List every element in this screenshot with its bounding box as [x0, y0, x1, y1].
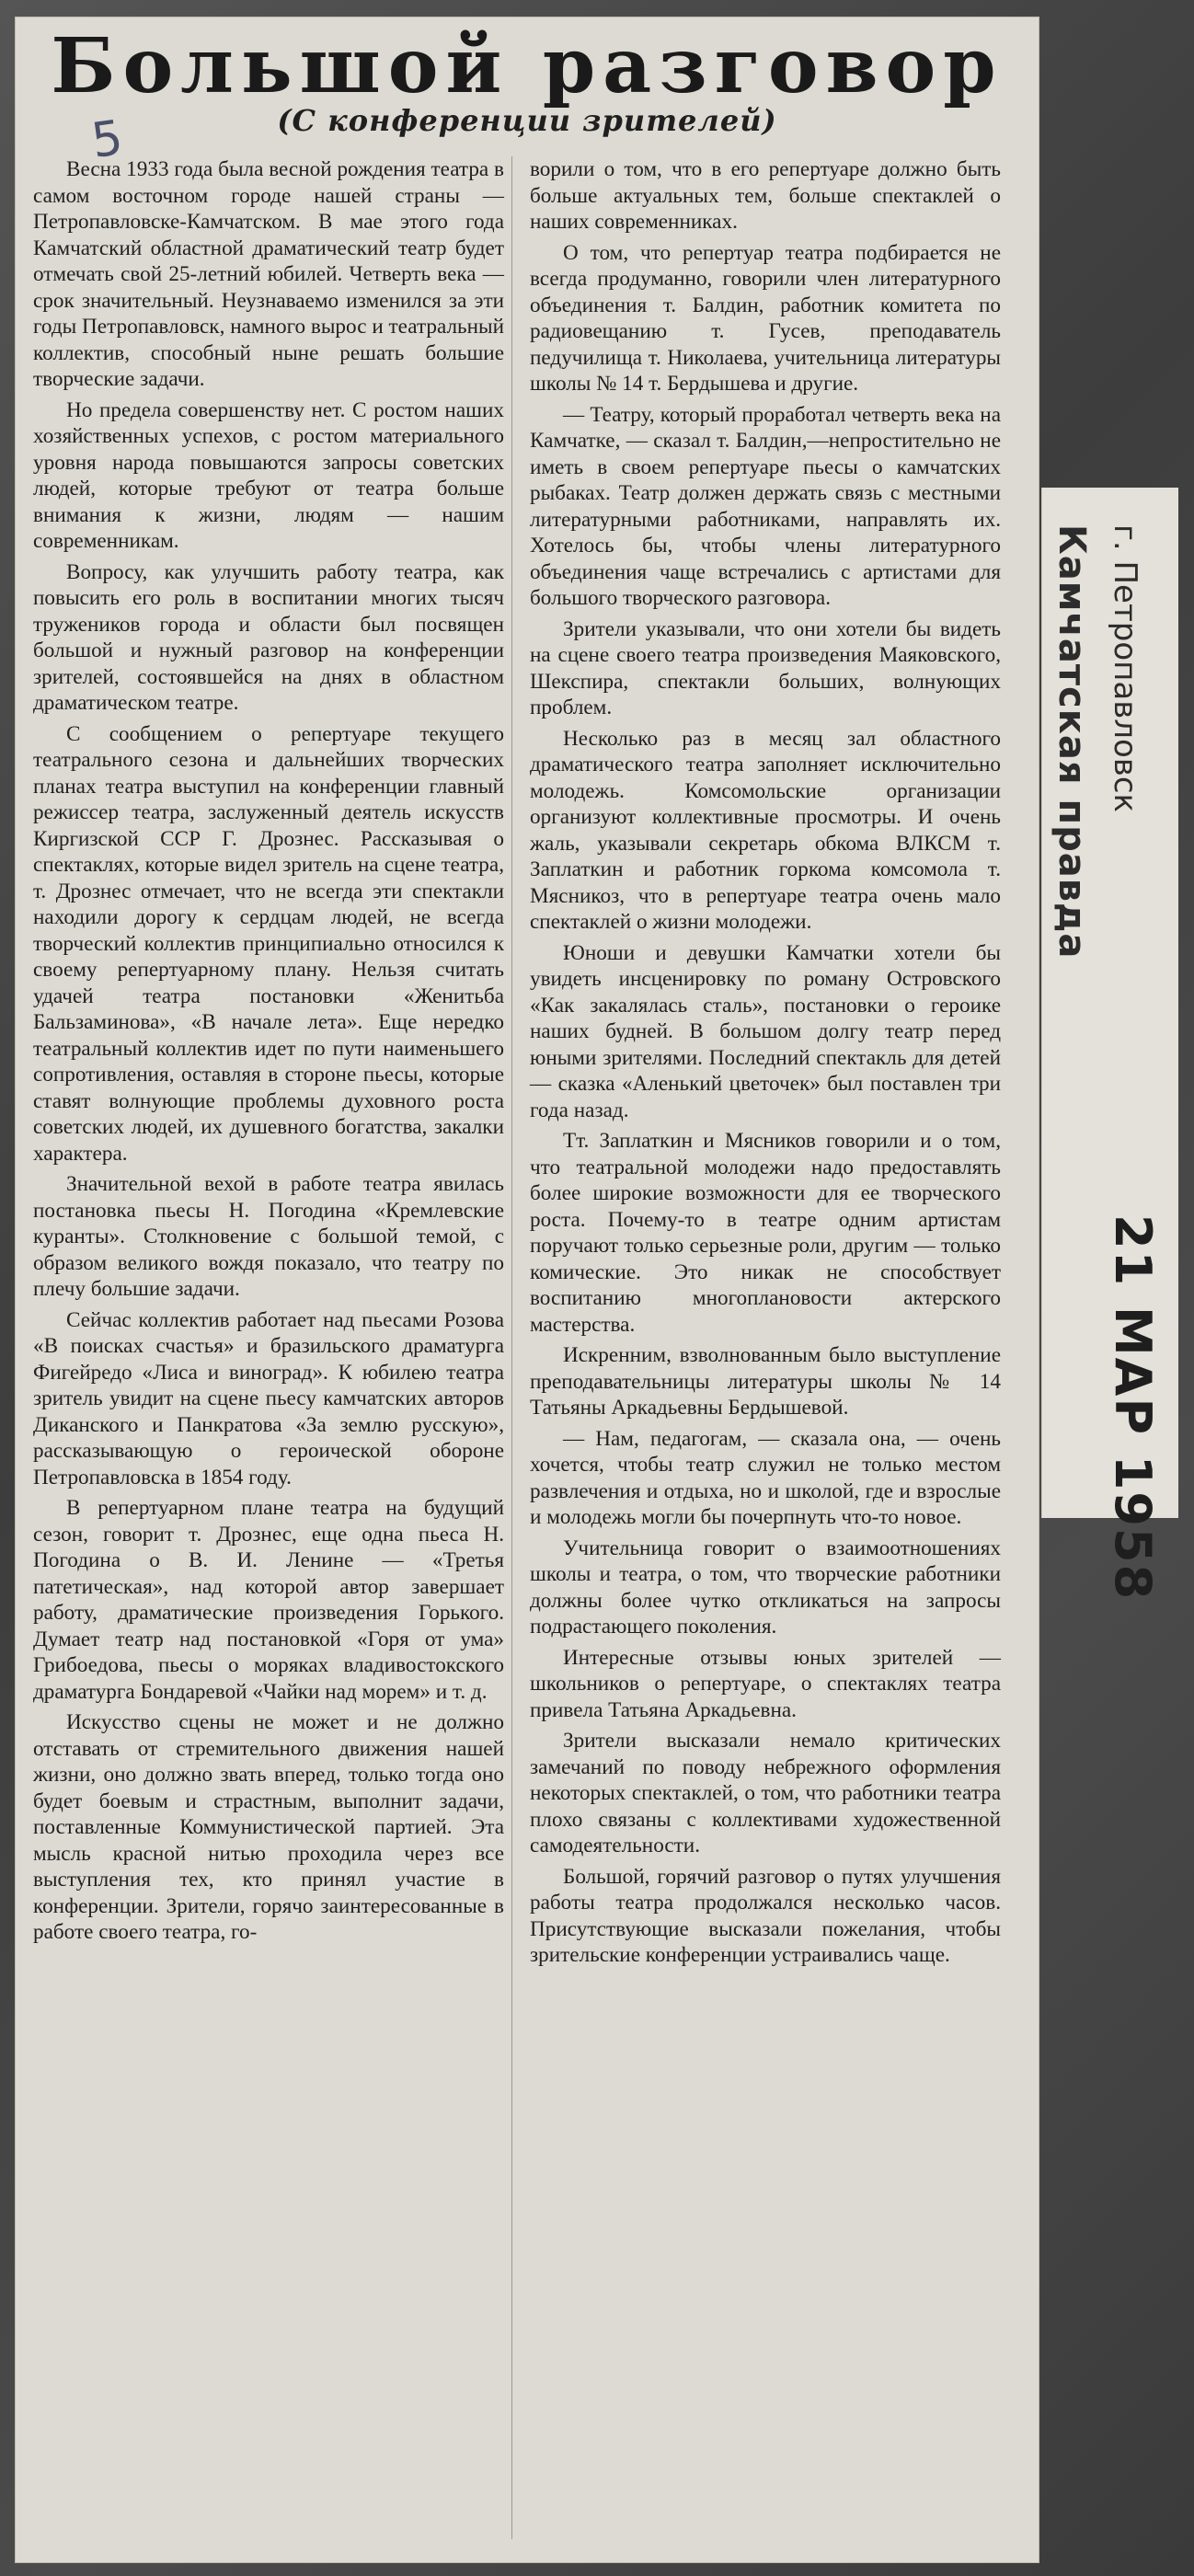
- paragraph: — Театру, который проработал четверть века на Камчатке, — сказал т. Балдин,—непростительно не иметь в своем репертуаре пьесы о камчатских рыбаках. Театр должен держать связь с местными литературными работниками, направлять их. Хотелось бы, чтобы члены литературного объединения чаще встречались с артистами для большого творческого разговора.: [530, 402, 1001, 610]
- stamp-date: 21 МАР 1958: [1104, 1214, 1162, 1602]
- paragraph: В репертуарном плане театра на будущий сезон, говорит т. Дрознес, еще одна пьеса Н. Погодина о В. И. Ленине — «Третья патетическая», над которой автор завершает работу, драматические произведения Горького. Думает театр над постановкой «Горя от ума» Грибоедова, пьесы о моряках владивостокского драматурга Бондаревой «Чайки над морем» и т. д.: [33, 1496, 504, 1704]
- handwritten-number: 5: [87, 109, 127, 170]
- paragraph: Зрители высказали немало критических замечаний по поводу небрежного оформления некоторых спектаклей, о том, что работники театра плохо связаны с коллективами художественной самодеятельности.: [530, 1729, 1001, 1857]
- paragraph: С сообщением о репертуаре текущего театрального сезона и дальнейших творческих планах театра выступил на конференции главный режиссер театра, заслуженный деятель искусств Киргизской ССР Г. Дрознес. Рассказывая о спектаклях, которые видел зритель на сцене театра, т. Дрознес отмечает, что не всегда эти спектакли находили дорогу к сердцам людей, не всегда творческий коллектив принципиально относился к своему репертуарному плану. Нельзя считать удачей театра постановки «Женитьба Бальзаминова», «В начале лета». Еще нередко театральный коллектив идет по пути наименьшего сопротивления, оставляя в стороне пьесы, которые ставят волнующие проблемы духовного роста советских людей, их душевного богатства, закалки характера.: [33, 721, 504, 1166]
- paragraph: Но предела совершенству нет. С ростом наших хозяйственных успехов, с ростом материального уровня народа повышаются запросы советских людей, которые требуют от театра больше внимания к жизни, людям — нашим современникам.: [33, 397, 504, 553]
- article-headline: Большой разговор: [51, 22, 1004, 110]
- paragraph: Значительной вехой в работе театра явилась постановка пьесы Н. Погодина «Кремлевские куранты». Столкновение с большой темой, с образом великого вождя показало, что театру по плечу большие задачи.: [33, 1172, 504, 1301]
- column-divider: [511, 156, 512, 2539]
- paragraph: Интересные отзывы юных зрителей — школьников о репертуаре, о спектаклях театра привела Татьяна Аркадьевна.: [530, 1645, 1001, 1722]
- paragraph: Большой, горячий разговор о путях улучшения работы театра продолжался несколько часов. Присутствующие высказали пожелания, чтобы зрительские конференции устраивались чаще.: [530, 1864, 1001, 1967]
- paragraph: Искренним, взволнованным было выступление преподавательницы литературы школы № 14 Татьяны Аркадьевны Бердышевой.: [530, 1343, 1001, 1420]
- paragraph: — Нам, педагогам, — сказала она, — очень хочется, чтобы театр служил не только местом развлечения и отдыха, но и школой, где и взрослые и молодежь могли бы почерпнуть что-то новое.: [530, 1426, 1001, 1529]
- paragraph: ворили о том, что в его репертуаре должно быть больше актуальных тем, больше спектаклей о наших современниках.: [530, 157, 1001, 234]
- paragraph: Зрители указывали, что они хотели бы видеть на сцене своего театра произведения Маяковского, Шекспира, спектакли больших, волнующих проблем.: [530, 616, 1001, 719]
- newspaper-stamp-strip: [1041, 488, 1178, 1602]
- paragraph: Несколько раз в месяц зал областного драматического театра заполняет исключительно молодежь. Комсомольские организации организуют коллективные просмотры. И очень жаль, указывали секретарь обкома ВЛКСМ т. Заплаткин и работник горкома комсомола т. Мясникоз, что в репертуаре театра очень мало спектаклей о жизни молодежи.: [530, 726, 1001, 934]
- paragraph: Искусство сцены не может и не должно отставать от стремительного движения нашей жизни, оно должно звать вперед, только тогда оно будет боевым и страстным, выполнит задачи, поставленные Коммунистической партией. Эта мысль красной нитью проходила через все выступления тех, кто принял участие в конференции. Зрители, горячо заинтересованные в работе своего театра, го-: [33, 1710, 504, 1944]
- paragraph: О том, что репертуар театра подбирается не всегда продуманно, говорили член литературного объединения т. Балдин, работник комитета по радиовещанию т. Гусев, преподаватель педучилища т. Николаева, учительница литературы школы № 14 т. Бердышева и другие.: [530, 240, 1001, 396]
- article-column-left: [33, 156, 504, 1950]
- paragraph: Учительница говорит о взаимоотношениях школы и театра, о том, что творческие работники должны более чутко откликаться на запросы подрастающего поколения.: [530, 1535, 1001, 1639]
- paragraph: Сейчас коллектив работает над пьесами Розова «В поисках счастья» и бразильского драматурга Фигейредо «Лиса и виноград». К юбилею театра зритель увидит на сцене пьесу камчатских авторов Диканского и Панкратова «За землю русскую», рассказывающую о героической обороне Петропавловска в 1854 году.: [33, 1307, 504, 1489]
- article-column-right: [530, 156, 1001, 1973]
- paragraph: Юноши и девушки Камчатки хотели бы увидеть инсценировку по роману Островского «Как закалялась сталь», постановки о героике наших будней. В большом долгу театр перед юными зрителями. Последний спектакль для детей — сказка «Аленький цветочек» был поставлен три года назад.: [530, 940, 1001, 1122]
- article-subhead: (С конференции зрителей): [277, 103, 777, 138]
- stamp-newspaper-name: Камчатская правда: [1050, 524, 1093, 960]
- paragraph: Тт. Заплаткин и Мясников говорили и о том, что театральной молодежи надо предоставлять более широкие возможности для ее творческого роста. Почему-то в театре одним артистам поручают только серьезные роли, другим — только комические. Это никак не способствует воспитанию многоплановости актерского мастерства.: [530, 1129, 1001, 1337]
- paragraph: Вопросу, как улучшить работу театра, как повысить его роль в воспитании многих тысяч тружеников города и области был посвящен большой и нужный разговор на конференции зрителей, состоявшейся на днях в областном драматическом театре.: [33, 559, 504, 715]
- stamp-city: г. Петропавловск: [1107, 524, 1143, 813]
- paragraph: Весна 1933 года была весной рождения театра в самом восточном городе нашей страны — Петропавловске-Камчатском. В мае этого года Камчатский областной драматический театр будет отмечать свой 25-летний юбилей. Четверть века — срок значительный. Неузнаваемо изменился за эти годы Петропавловск, намного вырос и театральный коллектив, способный ныне решать большие творческие задачи.: [33, 157, 504, 391]
